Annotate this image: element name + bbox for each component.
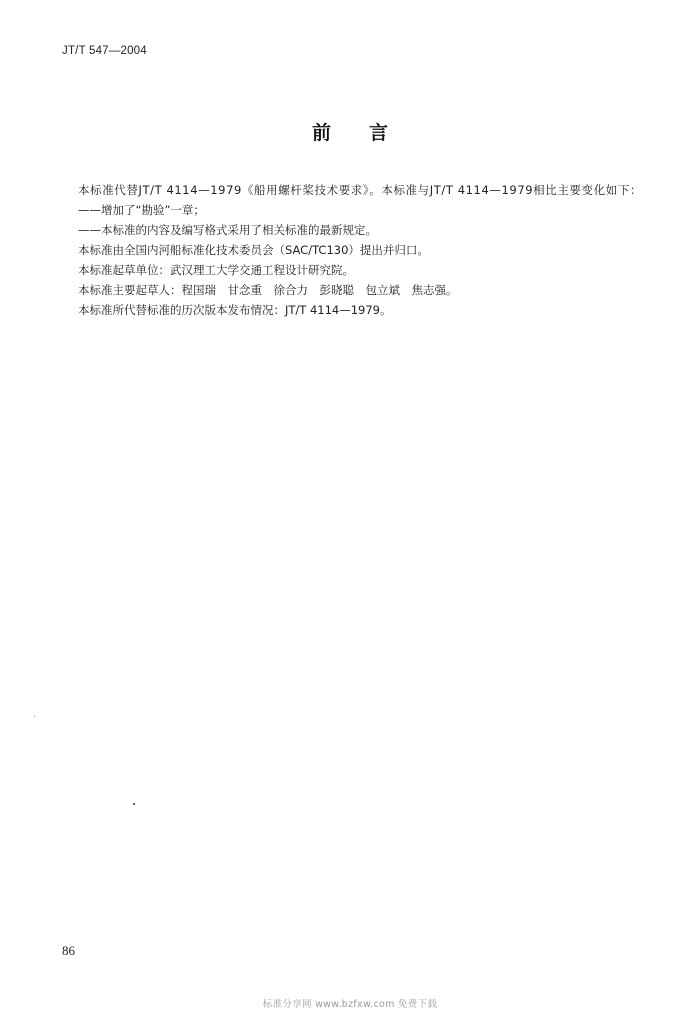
proposer-paragraph: 本标准由全国内河船标准化技术委员会（SAC/TC130）提出并归口。 — [78, 243, 429, 257]
drafters-paragraph: 本标准主要起草人：程国瑞 甘念重 徐合力 彭晓聪 包立斌 焦志强。 — [78, 283, 458, 297]
watermark-text: 标准分享网 www.bzfxw.com 免费下载 — [262, 999, 438, 1010]
scan-speck — [133, 803, 135, 805]
history-paragraph: 本标准所代替标准的历次版本发布情况：JT/T 4114—1979。 — [78, 303, 392, 317]
change-item-2: ——本标准的内容及编写格式采用了相关标准的最新规定。 — [78, 223, 377, 237]
page-title: 前言 — [311, 122, 426, 144]
change-item-1: ——增加了“勘验”一章； — [78, 203, 205, 217]
foreword-body — [55, 180, 655, 320]
page-number: 86 — [62, 943, 75, 958]
drafting-unit-paragraph: 本标准起草单位：武汉理工大学交通工程设计研究院。 — [78, 263, 354, 277]
scan-speck — [34, 716, 35, 717]
intro-paragraph: 本标准代替JT/T 4114—1979《船用螺杆桨技术要求》。本标准与JT/T 4114—1979相比主要变化如下： — [78, 183, 643, 197]
standard-code-header: JT/T 547—2004 — [62, 45, 147, 57]
